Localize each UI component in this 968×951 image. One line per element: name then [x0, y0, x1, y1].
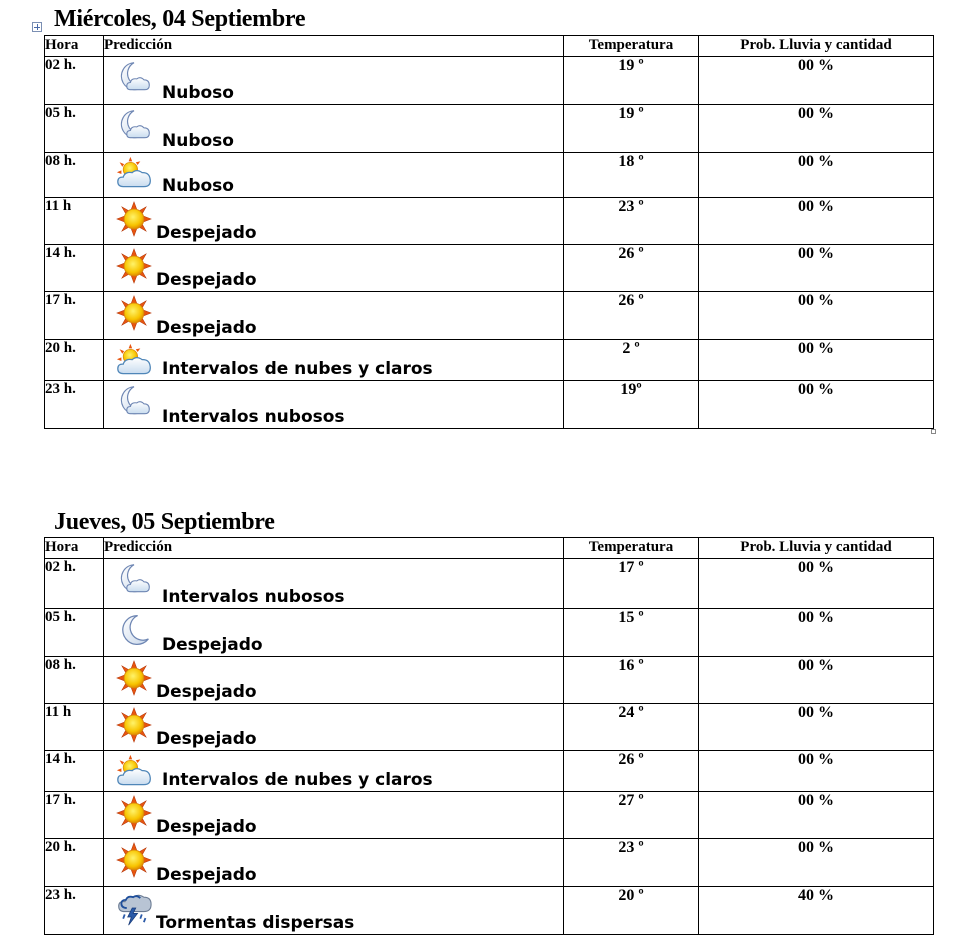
table-row [45, 704, 934, 751]
header-temperatura: Temperatura [564, 538, 699, 559]
header-hora: Hora [45, 36, 104, 57]
day-title: Miércoles, 04 Septiembre [54, 6, 306, 32]
prediction-cell [104, 887, 564, 935]
moon-cloud-icon [115, 562, 153, 598]
prediction-cell [104, 340, 564, 381]
table-row [45, 887, 934, 935]
prediction-label: Nuboso [162, 176, 234, 196]
moon-icon [115, 612, 153, 648]
temperature-cell: 19º [564, 381, 699, 429]
table-row [45, 559, 934, 609]
temperature-cell: 26 º [564, 751, 699, 792]
prediction-label: Despejado [156, 682, 257, 702]
sun-icon [115, 201, 153, 237]
sun-cloud-icon [115, 754, 153, 790]
rain-probability-cell: 00 % [699, 609, 934, 657]
hour-cell: 08 h. [45, 657, 104, 704]
table-row [45, 245, 934, 292]
prediction-cell [104, 609, 564, 657]
prediction-label: Nuboso [162, 83, 234, 103]
temperature-cell: 16 º [564, 657, 699, 704]
table-resize-handle[interactable] [931, 429, 936, 434]
prediction-label: Intervalos nubosos [162, 587, 345, 607]
day-title: Jueves, 05 Septiembre [54, 509, 275, 535]
temperature-cell: 23 º [564, 198, 699, 245]
hour-cell: 11 h [45, 704, 104, 751]
rain-probability-cell: 00 % [699, 839, 934, 887]
moon-cloud-icon [115, 60, 153, 96]
temperature-cell: 15 º [564, 609, 699, 657]
prediction-cell [104, 153, 564, 198]
hour-cell: 17 h. [45, 292, 104, 340]
table-row [45, 657, 934, 704]
prediction-cell [104, 57, 564, 105]
prediction-cell [104, 559, 564, 609]
rain-probability-cell: 40 % [699, 887, 934, 935]
prediction-cell [104, 105, 564, 153]
temperature-cell: 27 º [564, 792, 699, 839]
hour-cell: 05 h. [45, 609, 104, 657]
prediction-label: Intervalos de nubes y claros [162, 770, 433, 790]
table-row [45, 792, 934, 839]
prediction-label: Nuboso [162, 131, 234, 151]
prediction-cell [104, 751, 564, 792]
prediction-cell [104, 839, 564, 887]
header-temperatura: Temperatura [564, 36, 699, 57]
hour-cell: 08 h. [45, 153, 104, 198]
temperature-cell: 2 º [564, 340, 699, 381]
prediction-label: Despejado [156, 270, 257, 290]
temperature-cell: 23 º [564, 839, 699, 887]
rain-probability-cell: 00 % [699, 704, 934, 751]
temperature-cell: 26 º [564, 245, 699, 292]
rain-probability-cell: 00 % [699, 559, 934, 609]
rain-probability-cell: 00 % [699, 198, 934, 245]
hour-cell: 20 h. [45, 839, 104, 887]
prediction-label: Despejado [156, 318, 257, 338]
hour-cell: 11 h [45, 198, 104, 245]
temperature-cell: 19 º [564, 57, 699, 105]
prediction-label: Intervalos de nubes y claros [162, 359, 433, 379]
rain-probability-cell: 00 % [699, 340, 934, 381]
sun-icon [115, 795, 153, 831]
prediction-label: Tormentas dispersas [156, 913, 355, 933]
moon-cloud-icon [115, 384, 153, 420]
sun-cloud-icon [115, 156, 153, 192]
temperature-cell: 18 º [564, 153, 699, 198]
hour-cell: 23 h. [45, 887, 104, 935]
table-move-handle-icon[interactable] [32, 22, 42, 32]
moon-cloud-icon [115, 108, 153, 144]
rain-probability-cell: 00 % [699, 381, 934, 429]
rain-probability-cell: 00 % [699, 657, 934, 704]
sun-icon [115, 295, 153, 331]
header-lluvia: Prob. Lluvia y cantidad [699, 538, 934, 559]
prediction-label: Despejado [162, 635, 263, 655]
hour-cell: 14 h. [45, 245, 104, 292]
prediction-cell [104, 381, 564, 429]
table-row [45, 609, 934, 657]
rain-probability-cell: 00 % [699, 105, 934, 153]
prediction-cell [104, 292, 564, 340]
prediction-label: Despejado [156, 865, 257, 885]
prediction-label: Despejado [156, 223, 257, 243]
temperature-cell: 19 º [564, 105, 699, 153]
rain-probability-cell: 00 % [699, 245, 934, 292]
rain-probability-cell: 00 % [699, 57, 934, 105]
forecast-table-day-2 [44, 537, 934, 935]
rain-probability-cell: 00 % [699, 292, 934, 340]
header-prediccion: Predicción [104, 538, 564, 559]
hour-cell: 20 h. [45, 340, 104, 381]
table-row [45, 153, 934, 198]
table-row [45, 105, 934, 153]
rain-probability-cell: 00 % [699, 153, 934, 198]
table-header-row [45, 36, 934, 57]
prediction-cell [104, 792, 564, 839]
table-row [45, 381, 934, 429]
sun-icon [115, 707, 153, 743]
table-row [45, 340, 934, 381]
table-header-row [45, 538, 934, 559]
hour-cell: 14 h. [45, 751, 104, 792]
hour-cell: 02 h. [45, 559, 104, 609]
temperature-cell: 20 º [564, 887, 699, 935]
forecast-table-day-1 [44, 35, 934, 429]
prediction-cell [104, 198, 564, 245]
table-row [45, 198, 934, 245]
table-row [45, 57, 934, 105]
sun-cloud-icon [115, 343, 153, 379]
prediction-label: Despejado [156, 729, 257, 749]
rain-probability-cell: 00 % [699, 751, 934, 792]
sun-icon [115, 248, 153, 284]
temperature-cell: 17 º [564, 559, 699, 609]
storm-icon [115, 890, 153, 926]
hour-cell: 23 h. [45, 381, 104, 429]
rain-probability-cell: 00 % [699, 792, 934, 839]
table-row [45, 292, 934, 340]
sun-icon [115, 660, 153, 696]
prediction-label: Intervalos nubosos [162, 407, 345, 427]
temperature-cell: 24 º [564, 704, 699, 751]
temperature-cell: 26 º [564, 292, 699, 340]
prediction-cell [104, 657, 564, 704]
hour-cell: 17 h. [45, 792, 104, 839]
table-row [45, 839, 934, 887]
table-row [45, 751, 934, 792]
header-prediccion: Predicción [104, 36, 564, 57]
header-lluvia: Prob. Lluvia y cantidad [699, 36, 934, 57]
prediction-cell [104, 245, 564, 292]
hour-cell: 02 h. [45, 57, 104, 105]
sun-icon [115, 842, 153, 878]
header-hora: Hora [45, 538, 104, 559]
hour-cell: 05 h. [45, 105, 104, 153]
prediction-cell [104, 704, 564, 751]
prediction-label: Despejado [156, 817, 257, 837]
